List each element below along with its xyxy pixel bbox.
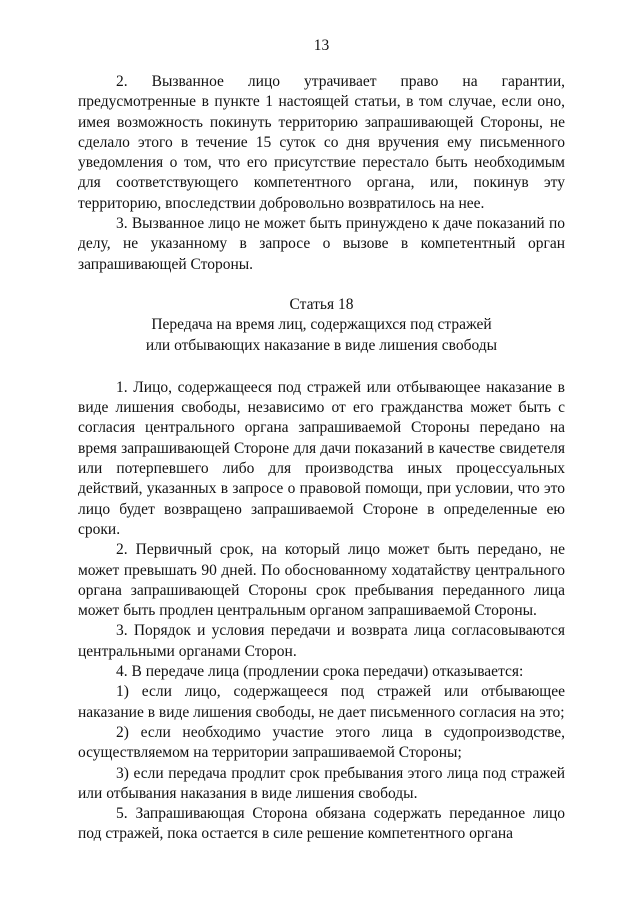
article-paragraph-4-item-2: 2) если необходимо участие этого лица в судопроизводстве, осуществляемом на территории запрашиваемой Стороны; [78, 723, 565, 762]
article-paragraph-4-item-3: 3) если передача продлит срок пребывания этого лица под стражей или отбывания наказания в виде лишения свободы. [78, 764, 565, 802]
paragraph-3-no-compelled-testimony: 3. Вызванное лицо не может быть принуждено к даче показаний по делу, не указанному в запросе о вызове в компетентный орган запрашивающей Стороны. [78, 215, 565, 273]
article-paragraph-4: 4. В передаче лица (продлении срока передачи) отказывается: [116, 663, 524, 681]
article-paragraph-2: 2. Первичный срок, на который лицо может быть передано, не может превышать 90 дней. По обоснованному ходатайству центрального органа запрашивающей Стороны срок пребывания переданного лица может быть продлен центральным органом запрашиваемой Стороны. [78, 541, 565, 620]
article-heading [78, 295, 565, 356]
page-number: 13 [313, 37, 330, 54]
article-paragraph-3: 3. Порядок и условия передачи и возврата лица согласовываются центральными органами Сторон. [78, 622, 565, 660]
article-paragraph-4-item-1: 1) если лицо, содержащееся под стражей или отбывающее наказание в виде лишения свободы, не дает письменного согласия на это; [78, 683, 565, 721]
article-number: Статья 18 [289, 295, 354, 313]
article-title-line-1: Передача на время лиц, содержащихся под стражей [151, 316, 492, 334]
article-title-line-2: или отбывающих наказание в виде лишения свободы [145, 336, 498, 354]
document-page [78, 36, 565, 845]
paragraph-2-guarantees-loss: 2. Вызванное лицо утрачивает право на гарантии, предусмотренные в пункте 1 настоящей статьи, в том случае, если оно, имея возможность покинуть территорию запрашивающей Стороны, не сделало этого в течение 15 суток со дня вручения ему письменного уведомления о том, что его присутствие перестало быть необходимым для соответствующего компетентного органа, или, покинув эту территорию, впоследствии добровольно возвратилось на нее. [78, 73, 565, 212]
article-paragraph-5: 5. Запрашивающая Сторона обязана содержать переданное лицо под стражей, пока остается в силе решение компетентного органа [78, 805, 565, 843]
article-paragraph-1: 1. Лицо, содержащееся под стражей или отбывающее наказание в виде лишения свободы, независимо от его гражданства может быть с согласия центрального органа запрашиваемой Стороны передано на время запрашивающей Стороне для дачи показаний в качестве свидетеля или потерпевшего либо для производства иных процессуальных действий, указанных в запросе о правовой помощи, при условии, что это лицо будет возвращено запрашиваемой Стороне в определенные ею сроки. [78, 378, 565, 538]
